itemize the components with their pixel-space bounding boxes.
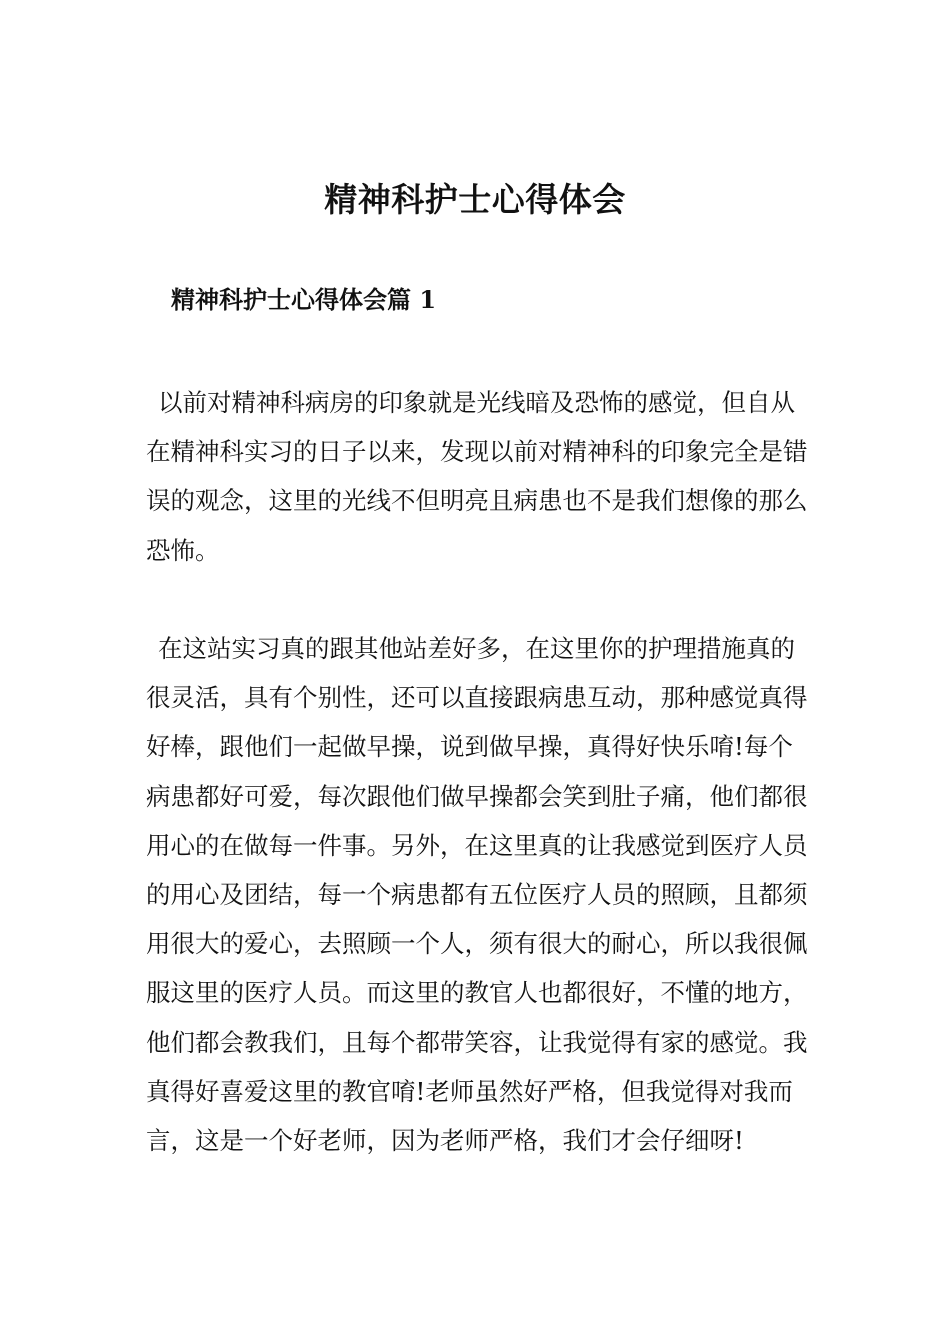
section-heading: 精神科护士心得体会篇 1: [171, 285, 437, 314]
document-title: 精神科护士心得体会: [324, 180, 626, 219]
body-paragraph: 在这站实习真的跟其他站差好多，在这里你的护理措施真的很灵活，具有个别性，还可以直接跟病患互动，那种感觉真得好棒，跟他们一起做早操，说到做早操，真得好快乐唷!每个病患都好可爱，每次跟他们做早操都会笑到肚子痛，他们都很用心的在做每一件事。另外，在这里真的让我感觉到医疗人员的用心及团结，每一个病患都有五位医疗人员的照顾，且都须用很大的爱心，去照顾一个人，须有很大的耐心，所以我很佩服这里的医疗人员。而这里的教官人也都很好，不懂的地方，他们都会教我们，且每个都带笑容，让我觉得有家的感觉。我真得好喜爱这里的教官唷!老师虽然好严格，但我觉得对我而言，这是一个好老师，因为老师严格，我们才会仔细呀!: [146, 634, 808, 1156]
body-paragraph: 以前对精神科病房的印象就是光线暗及恐怖的感觉，但自从在精神科实习的日子以来，发现以前对精神科的印象完全是错误的观念，这里的光线不但明亮且病患也不是我们想像的那么恐怖。: [146, 388, 808, 565]
